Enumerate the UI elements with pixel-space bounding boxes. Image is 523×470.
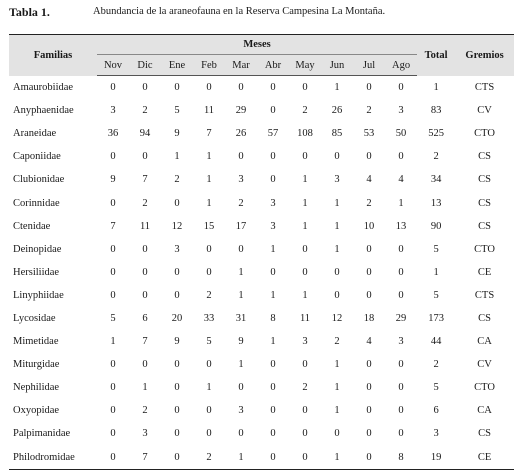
month-value-cell: 2 [334,336,340,348]
gremio-cell: CE [477,266,492,278]
gremio-cell: CS [478,428,491,440]
month-value-cell: 9 [238,336,244,348]
total-cell: 525 [428,128,444,140]
month-value-cell: 0 [174,382,180,394]
table-row [9,99,514,122]
table-row [9,145,514,168]
month-value-cell: 0 [238,82,244,94]
month-value-cell: 0 [334,289,340,301]
gremio-cell: CV [477,105,492,117]
family-cell: Philodromidae [9,446,97,470]
month-value-cell: 0 [174,359,180,371]
gremio-cell: CTO [474,128,495,140]
header-total: Total [417,35,455,76]
month-value-cell: 0 [353,446,385,470]
table-title: Abundancia de la araneofauna en la Reserva Campesina La Montaña. [93,6,386,17]
month-value-cell: 0 [110,151,116,163]
total-cell: 83 [430,105,442,117]
month-value-cell: 0 [366,243,372,255]
month-value-cell: 3 [334,174,340,186]
month-value-cell: 12 [171,220,183,232]
month-value-cell: 0 [334,151,340,163]
month-value-cell: 0 [366,151,372,163]
month-value-cell: 0 [302,428,308,440]
month-value-cell: 3 [174,243,180,255]
month-value-cell: 0 [110,266,116,278]
month-value-cell: 0 [174,197,180,209]
family-cell: Clubionidae [13,174,65,186]
month-value-cell: 9 [174,336,180,348]
month-value-cell: 4 [398,174,404,186]
gremio-cell: CS [478,197,491,209]
month-value-cell: 0 [302,82,308,94]
gremio-cell: CS [478,312,491,324]
month-value-cell: 53 [363,128,375,140]
month-value-cell: 1 [270,336,276,348]
header-familias: Familias [9,35,97,76]
month-value-cell: 0 [110,82,116,94]
month-header: Jul [353,55,385,76]
month-value-cell: 1 [206,151,212,163]
month-value-cell: 3 [110,105,116,117]
month-value-cell: 1 [334,382,340,394]
table-row [9,284,514,307]
month-value-cell: 1 [206,174,212,186]
table-row [9,191,514,214]
month-value-cell: 36 [107,128,119,140]
month-value-cell: 0 [142,266,148,278]
month-value-cell: 0 [238,243,244,255]
month-value-cell: 20 [171,312,183,324]
table-row [9,330,514,353]
month-value-cell: 85 [331,128,343,140]
family-cell: Hersiliidae [13,266,60,278]
table-body [9,76,514,470]
month-value-cell: 0 [270,359,276,371]
month-value-cell: 0 [110,428,116,440]
month-value-cell: 0 [206,359,212,371]
family-cell: Corinnidae [13,197,60,209]
family-cell: Amaurobiidae [13,81,74,93]
family-cell: Ctenidae [13,220,51,232]
month-value-cell: 8 [270,312,276,324]
month-value-cell: 0 [366,382,372,394]
month-value-cell: 1 [238,266,244,278]
month-value-cell: 0 [174,266,180,278]
month-value-cell: 2 [206,289,212,301]
total-cell: 44 [430,336,442,348]
month-value-cell: 3 [270,197,276,209]
header-meses: Meses [97,35,417,55]
month-value-cell: 0 [302,243,308,255]
month-value-cell: 0 [174,82,180,94]
total-cell: 34 [430,174,442,186]
month-value-cell: 31 [235,312,247,324]
month-value-cell: 0 [270,405,276,417]
total-cell: 13 [430,197,442,209]
month-header: Ago [385,55,417,76]
family-cell: Lycosidae [13,312,56,324]
gremio-cell: CTS [474,81,495,93]
table-row [9,399,514,422]
month-header: May [289,55,321,76]
family-cell: Mimetidae [13,336,59,348]
month-value-cell: 1 [142,382,148,394]
month-value-cell: 11 [139,220,151,232]
month-value-cell: 0 [270,174,276,186]
table-row [9,353,514,376]
gremio-cell: CTS [474,289,495,301]
month-value-cell: 7 [142,336,148,348]
total-cell: 1 [433,81,439,93]
month-value-cell: 6 [142,312,148,324]
month-value-cell: 2 [238,197,244,209]
month-value-cell: 7 [110,220,116,232]
month-value-cell: 1 [334,405,340,417]
month-value-cell: 0 [142,359,148,371]
month-header: Mar [225,55,257,76]
month-value-cell: 0 [110,243,116,255]
month-value-cell: 1 [270,289,276,301]
month-value-cell: 1 [334,197,340,209]
month-value-cell: 5 [110,312,116,324]
month-value-cell: 29 [395,312,407,324]
month-value-cell: 1 [302,174,308,186]
month-value-cell: 0 [161,446,193,470]
month-value-cell: 0 [398,82,404,94]
gremio-cell: CTO [474,382,495,394]
month-value-cell: 3 [302,336,308,348]
gremio-cell: CA [477,405,492,417]
month-value-cell: 3 [398,336,404,348]
month-value-cell: 0 [270,382,276,394]
table-row [9,261,514,284]
month-value-cell: 0 [366,359,372,371]
month-value-cell: 1 [334,243,340,255]
month-value-cell: 1 [334,359,340,371]
month-value-cell: 0 [142,243,148,255]
table-row [9,168,514,191]
table-label: Tabla 1. [9,5,50,19]
month-value-cell: 2 [142,105,148,117]
total-cell: 173 [428,312,444,324]
month-value-cell: 0 [398,243,404,255]
total-cell: 5 [433,243,439,255]
month-value-cell: 15 [203,220,215,232]
month-value-cell: 9 [110,174,116,186]
total-cell: 1 [433,266,439,278]
month-value-cell: 0 [238,428,244,440]
table-row [9,376,514,399]
gremio-cell: CV [477,359,492,371]
month-value-cell: 0 [289,446,321,470]
month-value-cell: 12 [331,312,343,324]
total-cell: 2 [433,151,439,163]
month-value-cell: 0 [110,197,116,209]
table-row [9,122,514,145]
month-value-cell: 1 [238,289,244,301]
month-value-cell: 33 [203,312,215,324]
total-cell: 6 [433,405,439,417]
month-value-cell: 3 [238,405,244,417]
month-value-cell: 0 [398,359,404,371]
month-value-cell: 0 [206,405,212,417]
gremio-cell: CS [478,220,491,232]
month-value-cell: 0 [398,428,404,440]
month-value-cell: 0 [238,382,244,394]
month-value-cell: 3 [142,428,148,440]
month-value-cell: 1 [334,82,340,94]
month-value-cell: 2 [302,105,308,117]
gremio-cell: CTO [474,243,495,255]
family-cell: Caponiidae [13,151,61,163]
table-row [9,446,514,470]
month-value-cell: 29 [235,105,247,117]
month-header: Jun [321,55,353,76]
month-value-cell: 57 [267,128,279,140]
month-value-cell: 0 [110,382,116,394]
month-value-cell: 11 [203,105,215,117]
total-cell: 90 [430,220,442,232]
table-row [9,422,514,445]
month-value-cell: 1 [206,382,212,394]
month-value-cell: 0 [110,405,116,417]
month-value-cell: 2 [142,405,148,417]
month-value-cell: 0 [142,151,148,163]
family-cell: Anyphaenidae [13,105,74,117]
month-value-cell: 5 [174,105,180,117]
month-value-cell: 26 [235,128,247,140]
family-cell: Deinopidae [13,243,62,255]
month-value-cell: 108 [297,128,313,140]
month-value-cell: 0 [366,405,372,417]
month-value-cell: 0 [206,428,212,440]
month-value-cell: 7 [206,128,212,140]
month-value-cell: 0 [270,82,276,94]
month-value-cell: 1 [321,446,353,470]
month-value-cell: 2 [302,382,308,394]
month-value-cell: 11 [299,312,311,324]
month-value-cell: 50 [395,128,407,140]
month-value-cell: 17 [235,220,247,232]
month-value-cell: 1 [225,446,257,470]
gremio-cell: CE [455,446,514,470]
gremio-cell: CS [478,174,491,186]
month-value-cell: 1 [238,359,244,371]
month-value-cell: 1 [398,197,404,209]
table-row [9,238,514,261]
month-value-cell: 1 [270,243,276,255]
month-value-cell: 18 [363,312,375,324]
month-value-cell: 0 [110,359,116,371]
family-cell: Nephilidae [13,382,60,394]
family-cell: Palpimanidae [13,428,71,440]
month-value-cell: 0 [334,428,340,440]
month-value-cell: 1 [206,197,212,209]
family-cell: Araneidae [13,128,57,140]
table-row [9,215,514,238]
month-value-cell: 0 [174,428,180,440]
month-value-cell: 10 [363,220,375,232]
table-header [9,35,514,76]
month-value-cell: 0 [398,266,404,278]
month-value-cell: 0 [174,289,180,301]
month-value-cell: 0 [334,266,340,278]
table-caption [9,5,514,25]
total-cell: 5 [433,289,439,301]
month-value-cell: 0 [110,289,116,301]
month-value-cell: 3 [398,105,404,117]
month-value-cell: 1 [334,220,340,232]
month-value-cell: 3 [238,174,244,186]
month-value-cell: 2 [193,446,225,470]
family-cell: Oxyopidae [13,405,60,417]
month-value-cell: 4 [366,174,372,186]
total-cell: 5 [433,382,439,394]
month-value-cell: 1 [302,220,308,232]
month-value-cell: 0 [206,82,212,94]
month-value-cell: 0 [366,428,372,440]
family-cell: Miturgidae [13,359,60,371]
table-row [9,307,514,330]
month-value-cell: 0 [366,266,372,278]
month-value-cell: 3 [270,220,276,232]
gremio-cell: CA [477,336,492,348]
month-value-cell: 0 [174,405,180,417]
month-value-cell: 0 [302,359,308,371]
month-value-cell: 0 [270,105,276,117]
month-value-cell: 4 [366,336,372,348]
month-value-cell: 0 [302,266,308,278]
month-value-cell: 0 [398,289,404,301]
month-value-cell: 0 [366,289,372,301]
month-value-cell: 0 [142,289,148,301]
month-value-cell: 0 [302,151,308,163]
table-row [9,76,514,100]
month-value-cell: 0 [398,405,404,417]
month-value-cell: 7 [142,174,148,186]
month-value-cell: 2 [366,197,372,209]
month-value-cell: 0 [206,266,212,278]
month-value-cell: 26 [331,105,343,117]
month-value-cell: 0 [97,446,129,470]
month-value-cell: 5 [206,336,212,348]
month-header: Ene [161,55,193,76]
month-value-cell: 1 [110,336,116,348]
month-header: Nov [97,55,129,76]
month-value-cell: 1 [302,197,308,209]
month-value-cell: 2 [174,174,180,186]
gremio-cell: CS [478,151,491,163]
abundance-table [9,34,514,470]
month-value-cell: 0 [270,266,276,278]
family-cell: Linyphiidae [13,289,64,301]
month-value-cell: 0 [257,446,289,470]
month-value-cell: 7 [129,446,161,470]
month-value-cell: 2 [366,105,372,117]
total-cell: 3 [433,428,439,440]
month-header: Feb [193,55,225,76]
month-header: Abr [257,55,289,76]
month-value-cell: 0 [142,82,148,94]
header-gremios: Gremios [455,35,514,76]
month-header: Dic [129,55,161,76]
total-cell: 19 [417,446,455,470]
month-value-cell: 0 [398,151,404,163]
month-value-cell: 1 [174,151,180,163]
month-value-cell: 0 [366,82,372,94]
month-value-cell: 8 [385,446,417,470]
month-value-cell: 9 [174,128,180,140]
month-value-cell: 94 [139,128,151,140]
month-value-cell: 0 [270,428,276,440]
month-value-cell: 0 [238,151,244,163]
month-value-cell: 0 [302,405,308,417]
month-value-cell: 0 [206,243,212,255]
total-cell: 2 [433,359,439,371]
month-value-cell: 0 [398,382,404,394]
month-value-cell: 2 [142,197,148,209]
month-value-cell: 13 [395,220,407,232]
month-value-cell: 0 [270,151,276,163]
month-value-cell: 1 [302,289,308,301]
